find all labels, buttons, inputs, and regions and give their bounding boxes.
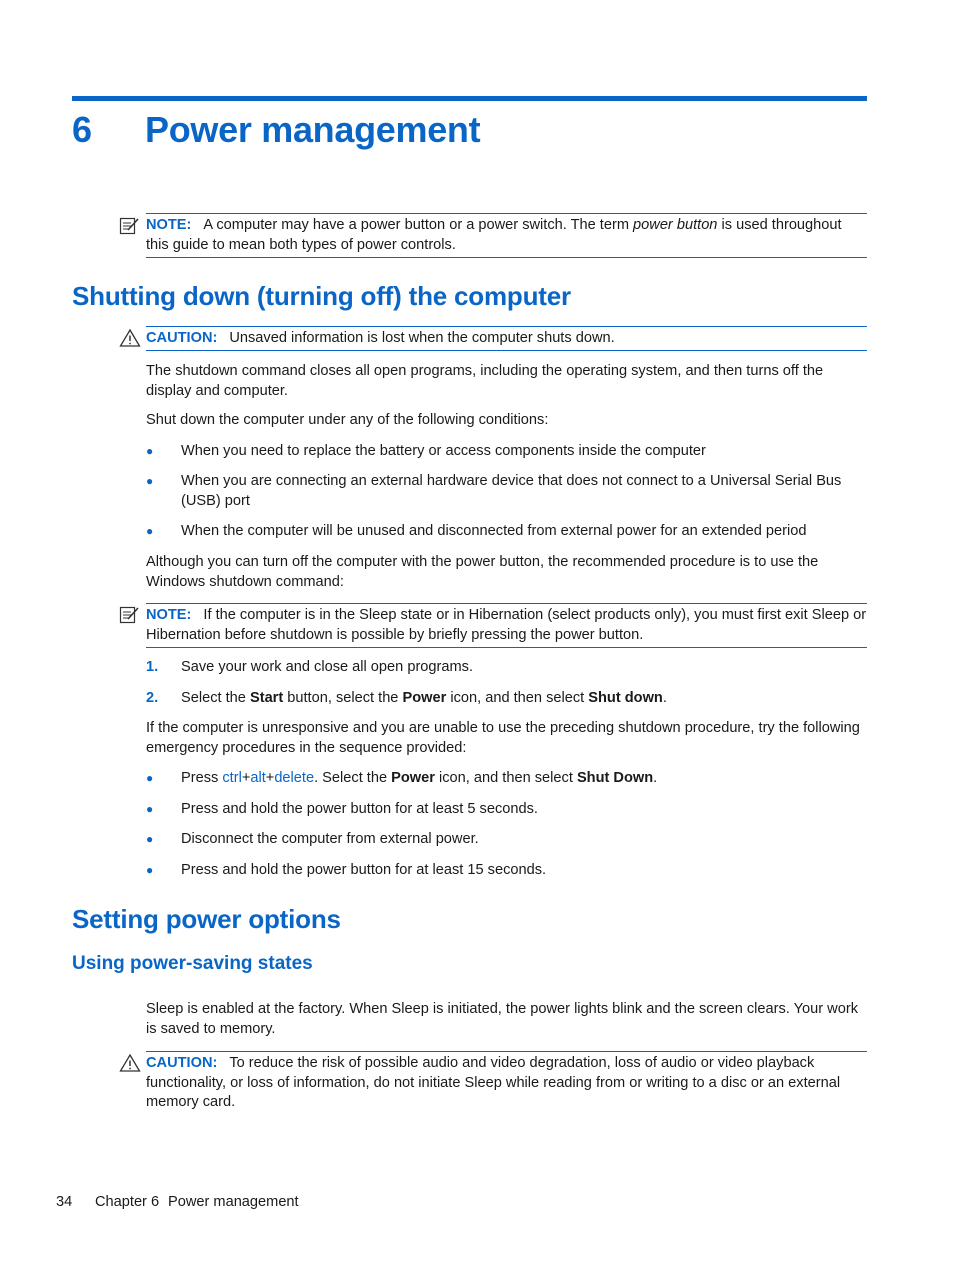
note-text: If the computer is in the Sleep state or in Hibernation (select products only), you must first exit Sleep or Hibernation before shutdown is possible by briefly pressing the power button. [146,607,867,643]
bullet-dot: ● [146,524,154,538]
item-text-part: icon, and then select [434,770,577,786]
step-text-part: icon, and then select [446,690,589,706]
note-callout [146,603,867,648]
subsection-heading-power-saving: Using power-saving states [72,953,313,974]
list-item: Press and hold the power button for at least 5 seconds. [181,801,538,817]
caution-callout [146,1051,867,1113]
power-term: Power [402,690,447,706]
power-button-paragraph: Although you can turn off the computer with the power button, the recommended procedure is to use the Windows shutdown command: [146,554,819,590]
plus-sign: + [241,770,251,786]
bullet-dot: ● [146,474,154,488]
section-heading-power-options: Setting power options [72,904,341,934]
shutdown-conditions-intro: Shut down the computer under any of the following conditions: [146,412,549,428]
power-term: Power [391,770,435,786]
list-item [181,769,861,789]
step-text-part: button, select the [283,690,403,706]
step-number: 1. [146,659,159,675]
caution-label: CAUTION: [146,1055,218,1071]
list-item: When the computer will be unused and disconnected from external power for an extended period [181,523,807,539]
bullet-dot: ● [146,863,154,877]
caution-label: CAUTION: [146,330,218,346]
unresponsive-paragraph: If the computer is unresponsive and you are unable to use the preceding shutdown procedure, try the following emergency procedures in the sequence provided: [146,720,860,756]
chapter-number: 6 [72,109,93,150]
bullet-dot: ● [146,802,154,816]
chapter-title: Power management [145,109,481,150]
delete-key: delete [274,770,315,786]
item-text-part: Press [181,770,223,786]
note-text-after: is used throughout this guide to mean both types of power controls. [146,217,842,253]
bullet-dot: ● [146,832,154,846]
caution-callout [146,326,867,351]
note-italic-term: power button [633,217,718,233]
sleep-paragraph: Sleep is enabled at the factory. When Sleep is initiated, the power lights blink and the screen clears. Your work is saved to memory. [146,1001,858,1037]
section-heading-shutdown: Shutting down (turning off) the computer [72,281,571,311]
alt-key: alt [250,770,266,786]
ctrl-key: ctrl [222,770,242,786]
caution-text: Unsaved information is lost when the computer shuts down. [229,330,615,346]
bullet-dot: ● [146,771,154,785]
bullet-dot: ● [146,444,154,458]
note-callout [146,213,867,258]
step-text-part: . [662,690,667,706]
shut-down-term: Shut Down [576,770,654,786]
caution-text: To reduce the risk of possible audio and video degradation, loss of audio or video playback functionality, or loss of information, do not initiate Sleep while reading from or writing to a disc or an external memory card. [146,1055,841,1110]
note-icon [119,216,141,236]
list-item: Disconnect the computer from external power. [181,831,479,847]
plus-sign: + [265,770,275,786]
footer-chapter: Chapter 6 [95,1194,160,1210]
note-label: NOTE: [146,217,192,233]
start-term: Start [249,690,284,706]
list-item: When you are connecting an external hardware device that does not connect to a Universal Serial Bus (USB) port [181,473,842,509]
shut-down-term: Shut down [588,690,663,706]
chapter-rule [72,96,867,101]
item-text-part: . [653,770,658,786]
shutdown-description: The shutdown command closes all open programs, including the operating system, and then turns off the display and computer. [146,363,824,399]
step-text-part: Select the [181,690,250,706]
note-label: NOTE: [146,607,192,623]
item-text-part: . Select the [314,770,392,786]
note-text-before: A computer may have a power button or a power switch. The term [203,217,634,233]
step-text: Save your work and close all open programs. [181,659,474,675]
note-icon [119,605,141,625]
list-item: Press and hold the power button for at least 15 seconds. [181,862,547,878]
list-item: When you need to replace the battery or access components inside the computer [181,443,706,459]
step-number: 2. [146,690,159,706]
page-number: 34 [56,1194,73,1210]
caution-icon [119,1053,141,1073]
step-text [181,689,861,709]
caution-icon [119,328,141,348]
footer-title: Power management [168,1194,299,1210]
